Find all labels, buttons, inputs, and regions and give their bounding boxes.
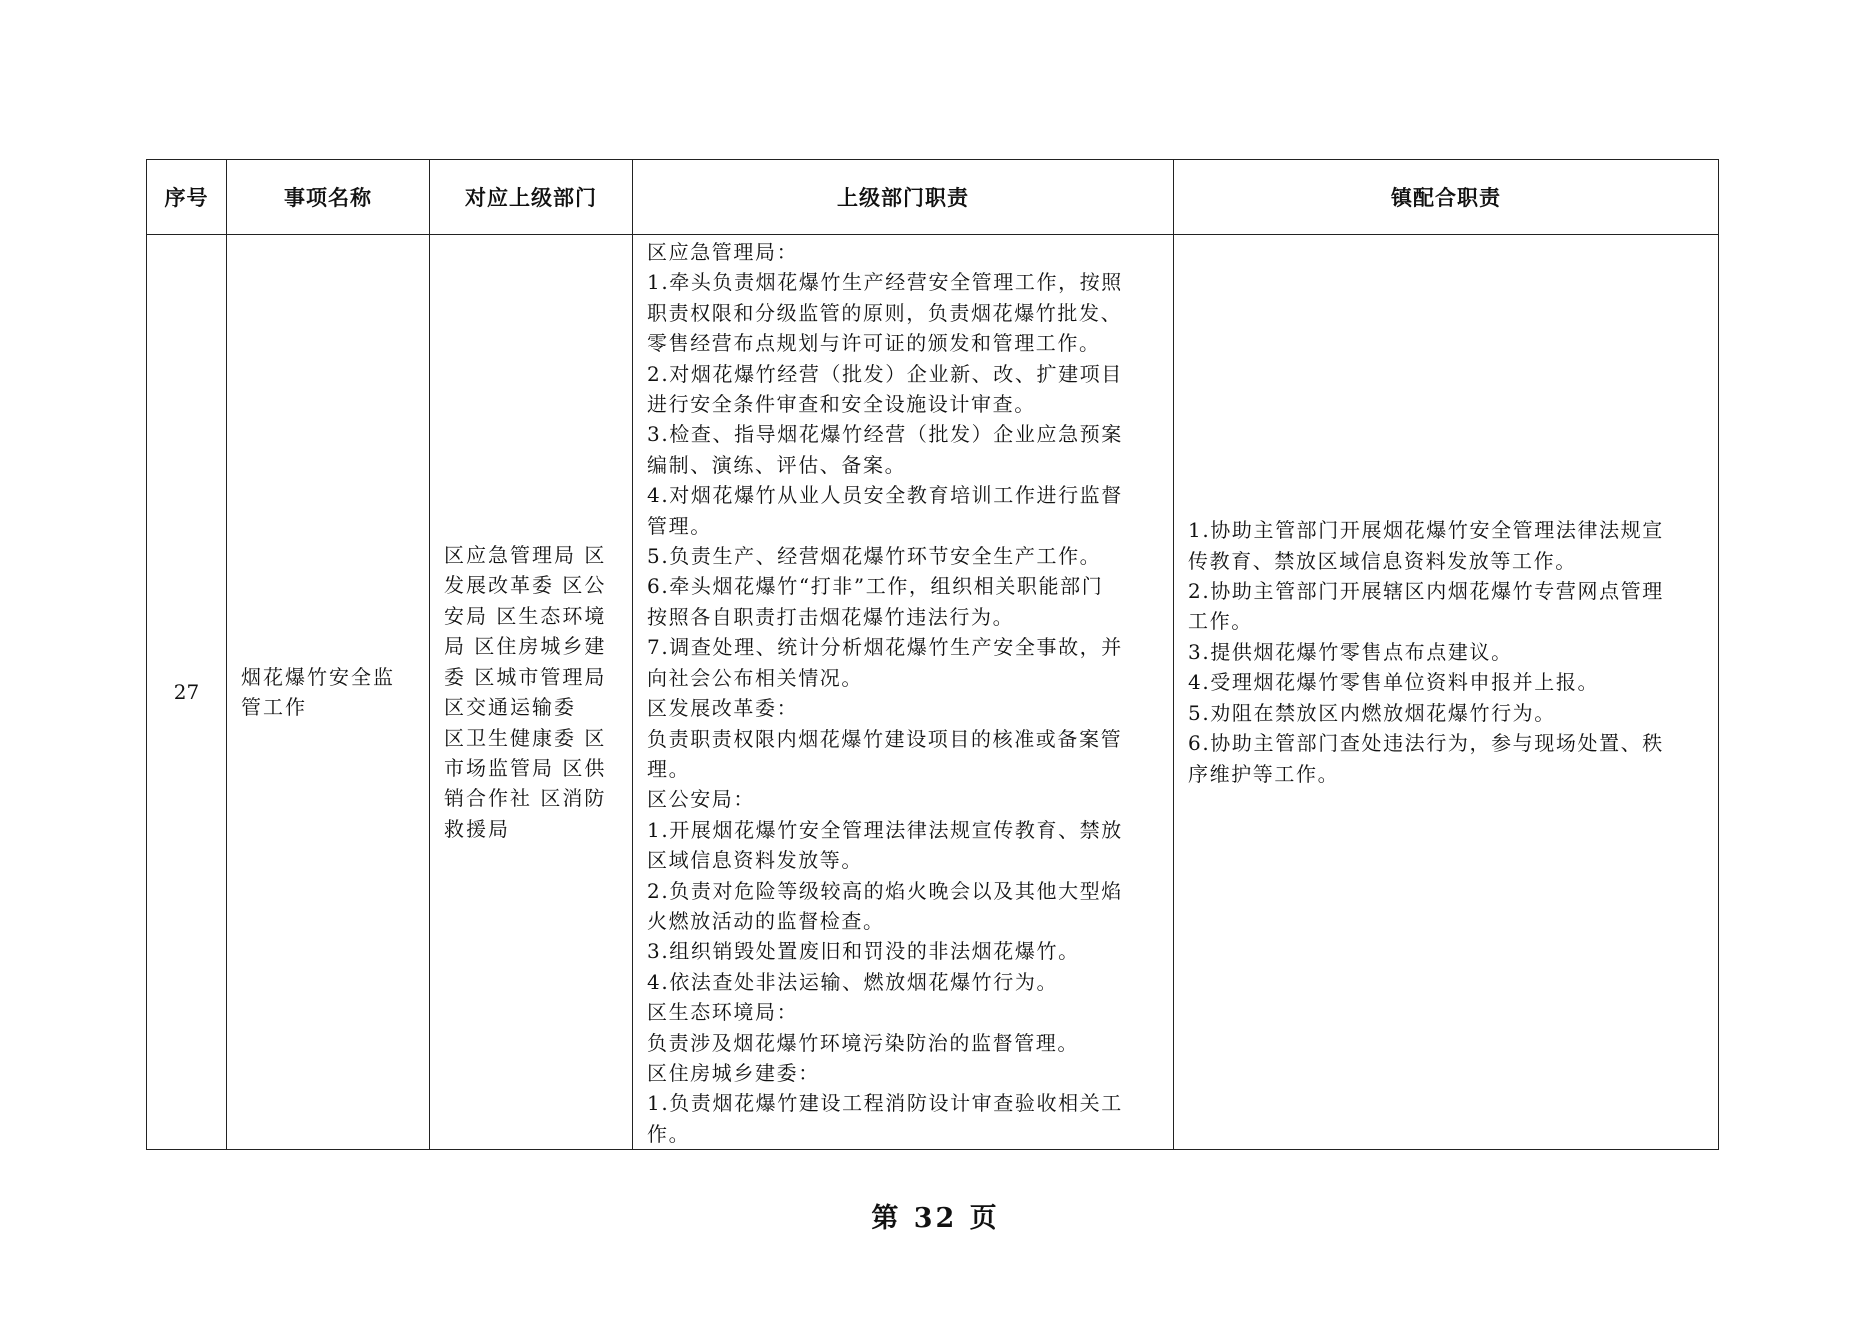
dept-line: 区应急管理局 区: [444, 543, 607, 568]
town-duty-line: 2.协助主管部门开展辖区内烟花爆竹专营网点管理: [1188, 579, 1664, 604]
table-header-row: [147, 160, 1719, 235]
upper-duty-line: 4.对烟花爆竹从业人员安全教育培训工作进行监督: [647, 483, 1123, 508]
header-dept: 对应上级部门: [430, 160, 633, 235]
upper-duty-line: 编制、演练、评估、备案。: [647, 452, 907, 477]
upper-duty-line: 2.负责对危险等级较高的焰火晚会以及其他大型焰: [647, 878, 1123, 903]
table-row: [147, 235, 1719, 1150]
upper-duty-line: 零售经营布点规划与许可证的颁发和管理工作。: [647, 331, 1101, 356]
cell-upper-duties: [633, 235, 1174, 1150]
upper-duty-line: 5.负责生产、经营烟花爆竹环节安全生产工作。: [647, 544, 1102, 569]
header-no: 序号: [147, 160, 227, 235]
upper-duty-line: 7.调查处理、统计分析烟花爆竹生产安全事故，并: [647, 635, 1123, 660]
upper-duty-line: 区域信息资料发放等。: [647, 848, 863, 873]
cell-departments: [430, 235, 633, 1150]
dept-line: 发展改革委 区公: [444, 573, 607, 598]
upper-duty-line: 火燃放活动的监督检查。: [647, 908, 885, 933]
dept-line: 局 区住房城乡建: [444, 634, 607, 659]
upper-duty-line: 区住房城乡建委：: [647, 1060, 820, 1085]
dept-line: 市场监管局 区供: [444, 755, 607, 780]
upper-duty-line: 2.对烟花爆竹经营（批发）企业新、改、扩建项目: [647, 361, 1123, 386]
town-duty-line: 传教育、禁放区域信息资料发放等工作。: [1188, 548, 1577, 573]
duty-table: [146, 159, 1719, 1150]
upper-duty-line: 1.负责烟花爆竹建设工程消防设计审查验收相关工: [647, 1091, 1123, 1116]
dept-line: 委 区城市管理局: [444, 664, 607, 689]
upper-duty-line: 区应急管理局：: [647, 240, 799, 264]
header-name: 事项名称: [227, 160, 430, 235]
upper-duty-line: 向社会公布相关情况。: [647, 665, 863, 690]
upper-duty-line: 4.依法查处非法运输、燃放烟花爆竹行为。: [647, 969, 1059, 994]
upper-duty-line: 管理。: [647, 513, 712, 538]
dept-line: 销合作社 区消防: [444, 786, 607, 811]
page-number: 第 32 页: [871, 1203, 1000, 1234]
upper-duty-line: 1.开展烟花爆竹安全管理法律法规宣传教育、禁放: [647, 817, 1123, 842]
dept-line: 救援局: [444, 816, 510, 841]
header-town-duty: 镇配合职责: [1174, 160, 1719, 235]
upper-duty-line: 区生态环境局：: [647, 1000, 799, 1025]
cell-item-number: 27: [147, 235, 227, 1150]
upper-duty-line: 区公安局：: [647, 787, 755, 812]
town-duty-line: 工作。: [1188, 609, 1253, 634]
upper-duty-line: 理。: [647, 756, 691, 781]
upper-duty-line: 职责权限和分级监管的原则，负责烟花爆竹批发、: [647, 300, 1123, 325]
upper-duty-line: 进行安全条件审查和安全设施设计审查。: [647, 392, 1036, 417]
town-duty-block: [1188, 515, 1704, 789]
town-duty-line: 5.劝阻在禁放区内燃放烟花爆竹行为。: [1188, 700, 1556, 725]
town-duty-line: 6.协助主管部门查处违法行为，参与现场处置、秩: [1188, 731, 1664, 756]
dept-line: 区交通运输委: [444, 695, 576, 720]
upper-duty-line: 负责涉及烟花爆竹环境污染防治的监督管理。: [647, 1030, 1079, 1055]
upper-duty-line: 3.检查、指导烟花爆竹经营（批发）企业应急预案: [647, 422, 1123, 447]
header-upper-duty: 上级部门职责: [633, 160, 1174, 235]
name-line: 烟花爆竹安全监: [241, 664, 395, 689]
town-duty-line: 4.受理烟花爆竹零售单位资料申报并上报。: [1188, 670, 1600, 695]
cell-town-duties: [1174, 235, 1719, 1150]
dept-line: 区卫生健康委 区: [444, 725, 607, 750]
upper-duty-line: 3.组织销毁处置废旧和罚没的非法烟花爆竹。: [647, 939, 1080, 964]
upper-duty-line: 按照各自职责打击烟花爆竹违法行为。: [647, 604, 1015, 629]
upper-duty-line: 区发展改革委：: [647, 696, 799, 721]
town-duty-line: 1.协助主管部门开展烟花爆竹安全管理法律法规宣: [1188, 518, 1664, 543]
upper-duty-line: 1.牵头负责烟花爆竹生产经营安全管理工作，按照: [647, 270, 1123, 295]
upper-duty-line: 作。: [647, 1121, 691, 1146]
name-line: 管工作: [241, 695, 307, 720]
cell-item-name: [227, 235, 430, 1150]
upper-duty-line: 负责职责权限内烟花爆竹建设项目的核准或备案管: [647, 726, 1123, 751]
upper-duty-line: 6.牵头烟花爆竹“打非”工作，组织相关职能部门: [647, 574, 1104, 599]
town-duty-line: 序维护等工作。: [1188, 761, 1340, 786]
dept-line: 安局 区生态环境: [444, 603, 607, 628]
town-duty-line: 3.提供烟花爆竹零售点布点建议。: [1188, 639, 1513, 664]
